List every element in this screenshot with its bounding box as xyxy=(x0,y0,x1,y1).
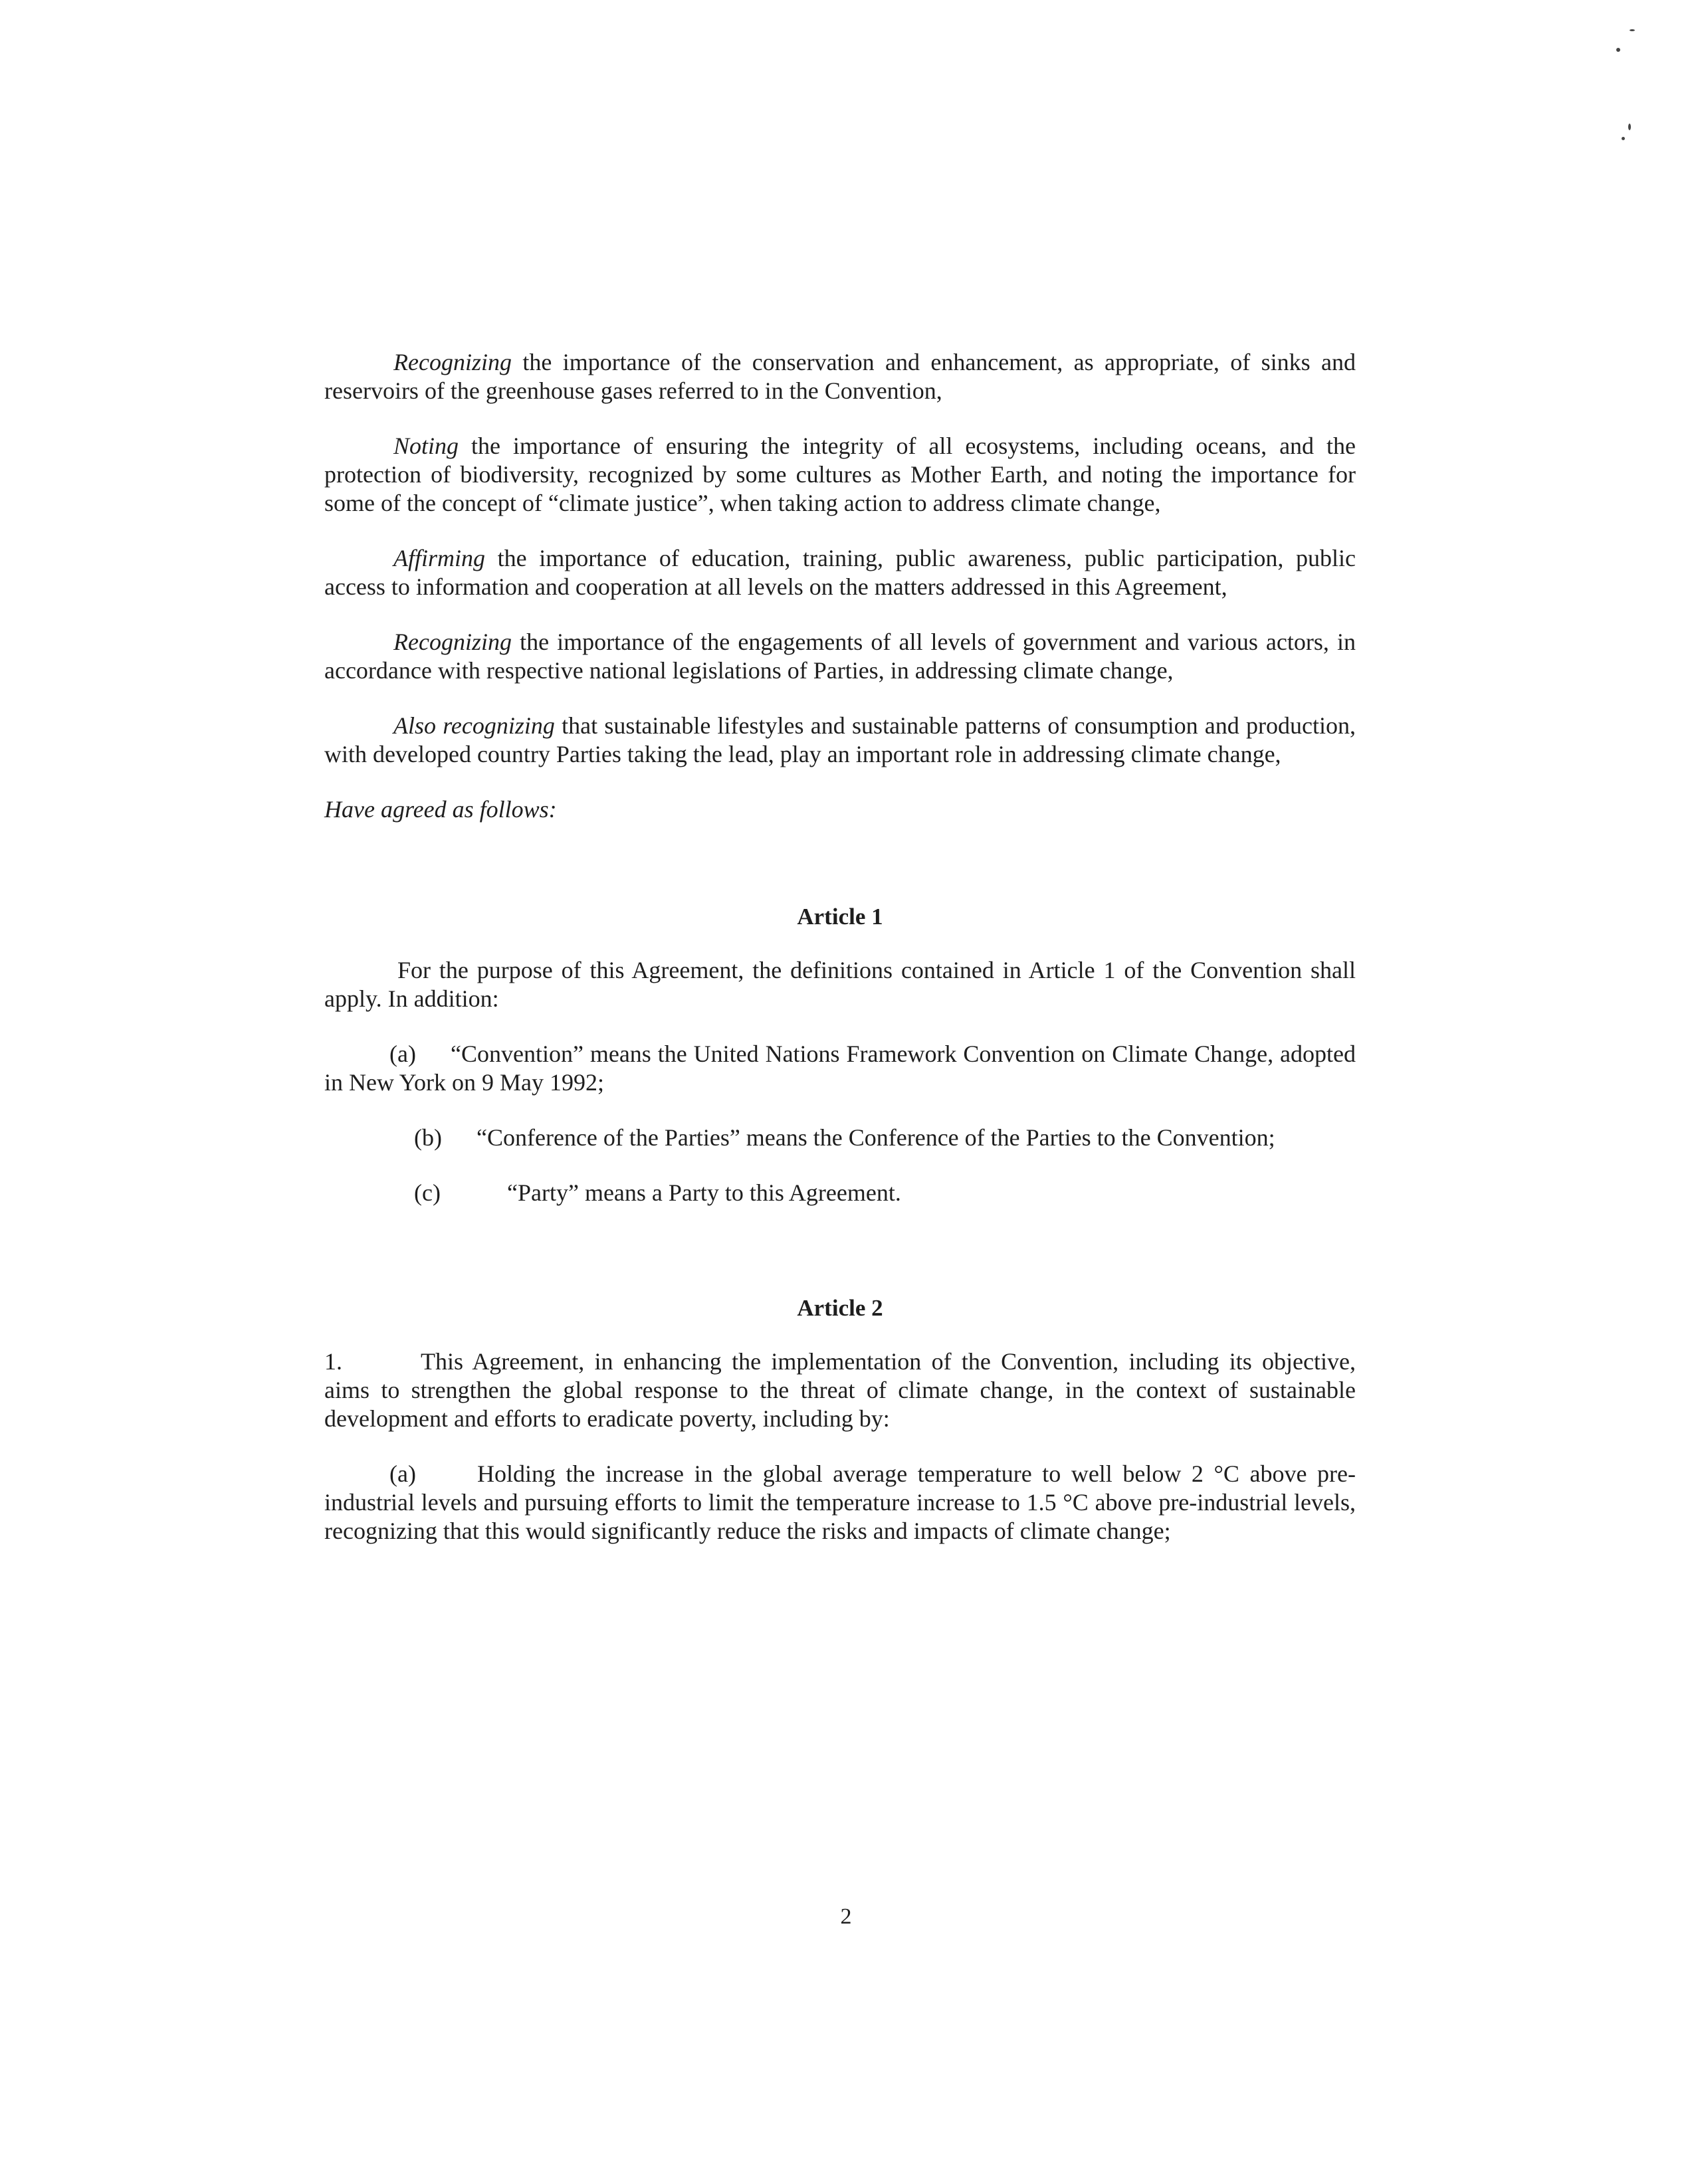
preamble-paragraph xyxy=(324,628,1356,685)
definition-label: (a) xyxy=(389,1041,416,1067)
definition-label: (c) xyxy=(414,1179,441,1206)
document-body xyxy=(324,348,1356,1545)
preamble-paragraph xyxy=(324,712,1356,769)
item-label: (a) xyxy=(389,1460,416,1487)
definition-item xyxy=(324,1040,1356,1097)
preamble-paragraph xyxy=(324,432,1356,518)
scan-speck xyxy=(1630,29,1635,31)
definition-text: “Convention” means the United Nations Framework Convention on Climate Change, adopted in New York on 9 May 1992; xyxy=(324,1041,1356,1096)
paragraph-text: This Agreement, in enhancing the implementation of the Convention, including its objective, aims to strengthen the global response to the threat of climate change, in the context of sustainable development and efforts to eradicate poverty, including by: xyxy=(324,1348,1356,1432)
page-number: 2 xyxy=(840,1904,852,1929)
preamble-lead: Noting xyxy=(393,433,459,459)
article-1-heading: Article 1 xyxy=(797,904,883,930)
preamble-lead: Affirming xyxy=(393,545,486,571)
preamble-text: the importance of the conservation and enhancement, as appropriate, of sinks and reservoirs of the greenhouse gases referred to in the Convention, xyxy=(324,349,1356,404)
definition-label: (b) xyxy=(414,1124,442,1151)
article-2-heading: Article 2 xyxy=(797,1295,883,1321)
definition-item xyxy=(324,1124,1356,1152)
preamble-text: the importance of ensuring the integrity of all ecosystems, including oceans, and the protection of biodiversity, recognized by some cultures as Mother Earth, and noting the importance for some of the concept of “climate justice”, when taking action to address climate change, xyxy=(324,433,1356,516)
article-2-item-a xyxy=(324,1460,1356,1545)
article-2-paragraph-1 xyxy=(324,1347,1356,1433)
definition-text: “Party” means a Party to this Agreement. xyxy=(507,1179,901,1206)
preamble-lead: Recognizing xyxy=(393,629,512,655)
preamble-lead: Also recognizing xyxy=(393,712,555,739)
preamble-paragraph xyxy=(324,544,1356,601)
definition-item xyxy=(324,1179,1356,1207)
scan-speck xyxy=(1616,48,1620,52)
preamble-text: that sustainable lifestyles and sustainable patterns of consumption and production, with developed country Parties taking the lead, play an important role in addressing climate change, xyxy=(324,712,1356,767)
preamble-lead: Recognizing xyxy=(393,349,512,375)
scan-speck xyxy=(1628,124,1631,130)
closing-formula: Have agreed as follows: xyxy=(324,796,557,823)
definition-text: “Conference of the Parties” means the Conference of the Parties to the Convention; xyxy=(476,1124,1275,1151)
scan-speck xyxy=(1622,137,1625,140)
preamble-text: the importance of education, training, public awareness, public participation, public access to information and cooperation at all levels on the matters addressed in this Agreement, xyxy=(324,545,1356,600)
item-text: Holding the increase in the global average temperature to well below 2 °C above pre-industrial levels and pursuing efforts to limit the temperature increase to 1.5 °C above pre-industrial levels, recognizing that this would significantly reduce the risks and impacts of climate change; xyxy=(324,1460,1356,1544)
paragraph-number: 1. xyxy=(324,1348,342,1375)
preamble-paragraph xyxy=(324,348,1356,405)
preamble-text: the importance of the engagements of all levels of government and various actors, in accordance with respective national legislations of Parties, in addressing climate change, xyxy=(324,629,1356,684)
article-1-intro: For the purpose of this Agreement, the definitions contained in Article 1 of the Convention shall apply. In addition: xyxy=(324,957,1356,1012)
